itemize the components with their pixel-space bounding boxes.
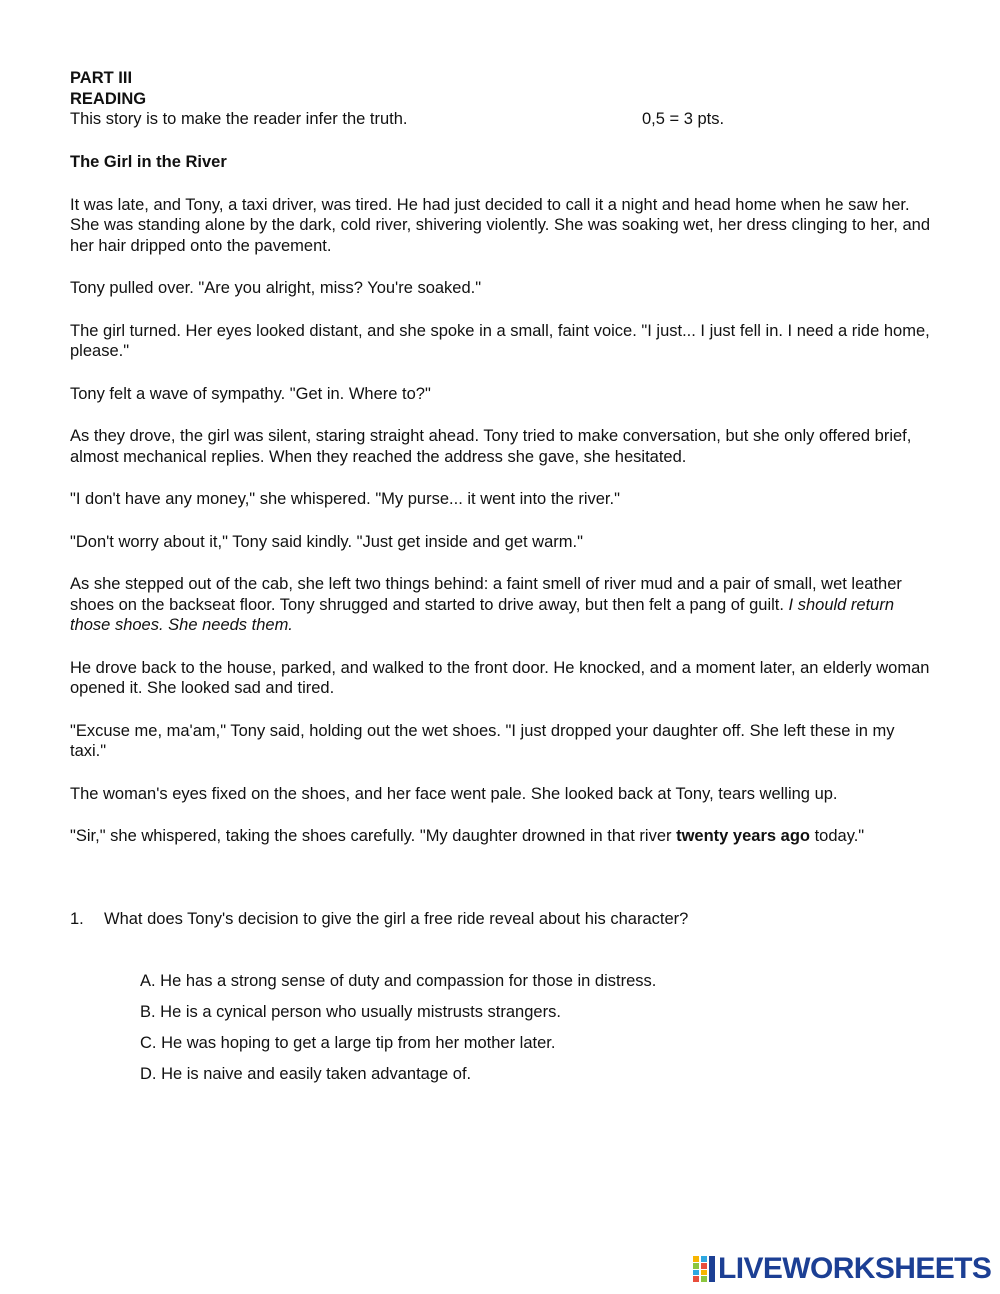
story-paragraph: The woman's eyes fixed on the shoes, and her face went pale. She looked back at Tony, tears welling up. bbox=[70, 784, 838, 803]
points-label: 0,5 = 3 pts. bbox=[642, 110, 725, 128]
story-paragraph: He drove back to the house, parked, and walked to the front door. He knocked, and a moment later, an elderly woman opened it. She looked sad and tired. bbox=[70, 658, 930, 697]
logo-text: LIVEWORKSHEETS bbox=[718, 1252, 992, 1285]
instruction-row bbox=[70, 109, 932, 130]
story-paragraph: The girl turned. Her eyes looked distant, and she spoke in a small, faint voice. "I just... I just fell in. I need a ride home, please." bbox=[70, 321, 930, 360]
paragraph-italic-thought: I should return those shoes. She needs them. bbox=[70, 595, 895, 634]
liveworksheets-logo bbox=[693, 1254, 991, 1284]
story-paragraph: "I don't have any money," she whispered. "My purse... it went into the river." bbox=[70, 490, 620, 508]
question-text: What does Tony's decision to give the girl a free ride reveal about his character? bbox=[104, 909, 689, 928]
worksheet-page bbox=[70, 68, 932, 1095]
answer-option-c[interactable]: C. He was hoping to get a large tip from her mother later. bbox=[140, 1034, 556, 1052]
story-paragraph: Tony felt a wave of sympathy. "Get in. Where to?" bbox=[70, 384, 431, 403]
liveworksheets-logo-icon bbox=[693, 1256, 715, 1282]
story-paragraph: "Don't worry about it," Tony said kindly. "Just get inside and get warm." bbox=[70, 532, 583, 551]
question-number: 1. bbox=[70, 909, 84, 928]
answer-option-d[interactable]: D. He is naive and easily taken advantage of. bbox=[140, 1065, 472, 1083]
story-paragraph: As they drove, the girl was silent, staring straight ahead. Tony tried to make conversation, but she only offered brief, almost mechanical replies. When they reached the address she gave, she hesitated. bbox=[70, 427, 912, 466]
story-paragraph: It was late, and Tony, a taxi driver, was tired. He had just decided to call it a night and head home when he saw her. She was standing alone by the dark, cold river, shivering violently. She was soaking wet, her dress clinging to her, and her hair dripped onto the pavement. bbox=[70, 195, 931, 255]
story-paragraph bbox=[70, 574, 932, 636]
story-paragraph: Tony pulled over. "Are you alright, miss? You're soaked." bbox=[70, 279, 482, 297]
part-heading: PART III bbox=[70, 69, 133, 87]
paragraph-bold-text: twenty years ago bbox=[676, 827, 810, 845]
answer-option-a[interactable]: A. He has a strong sense of duty and compassion for those in distress. bbox=[140, 972, 657, 990]
paragraph-text: "Sir," she whispered, taking the shoes carefully. "My daughter drowned in that river bbox=[70, 827, 672, 845]
answer-options bbox=[140, 971, 932, 1085]
instruction-text: This story is to make the reader infer the truth. bbox=[70, 110, 408, 128]
story-paragraph bbox=[70, 826, 932, 847]
section-heading: READING bbox=[70, 89, 147, 108]
question-1 bbox=[70, 909, 932, 930]
paragraph-text: As she stepped out of the cab, she left two things behind: a faint smell of river mud and a pair of small, wet leather shoes on the backseat floor. Tony shrugged and started to drive away, but then felt a pang of guilt. bbox=[70, 575, 902, 614]
answer-option-b[interactable]: B. He is a cynical person who usually mistrusts strangers. bbox=[140, 1003, 561, 1021]
story-paragraph: "Excuse me, ma'am," Tony said, holding out the wet shoes. "I just dropped your daughter off. She left these in my taxi." bbox=[70, 721, 895, 760]
paragraph-text: today." bbox=[814, 827, 865, 845]
story-title: The Girl in the River bbox=[70, 153, 227, 171]
